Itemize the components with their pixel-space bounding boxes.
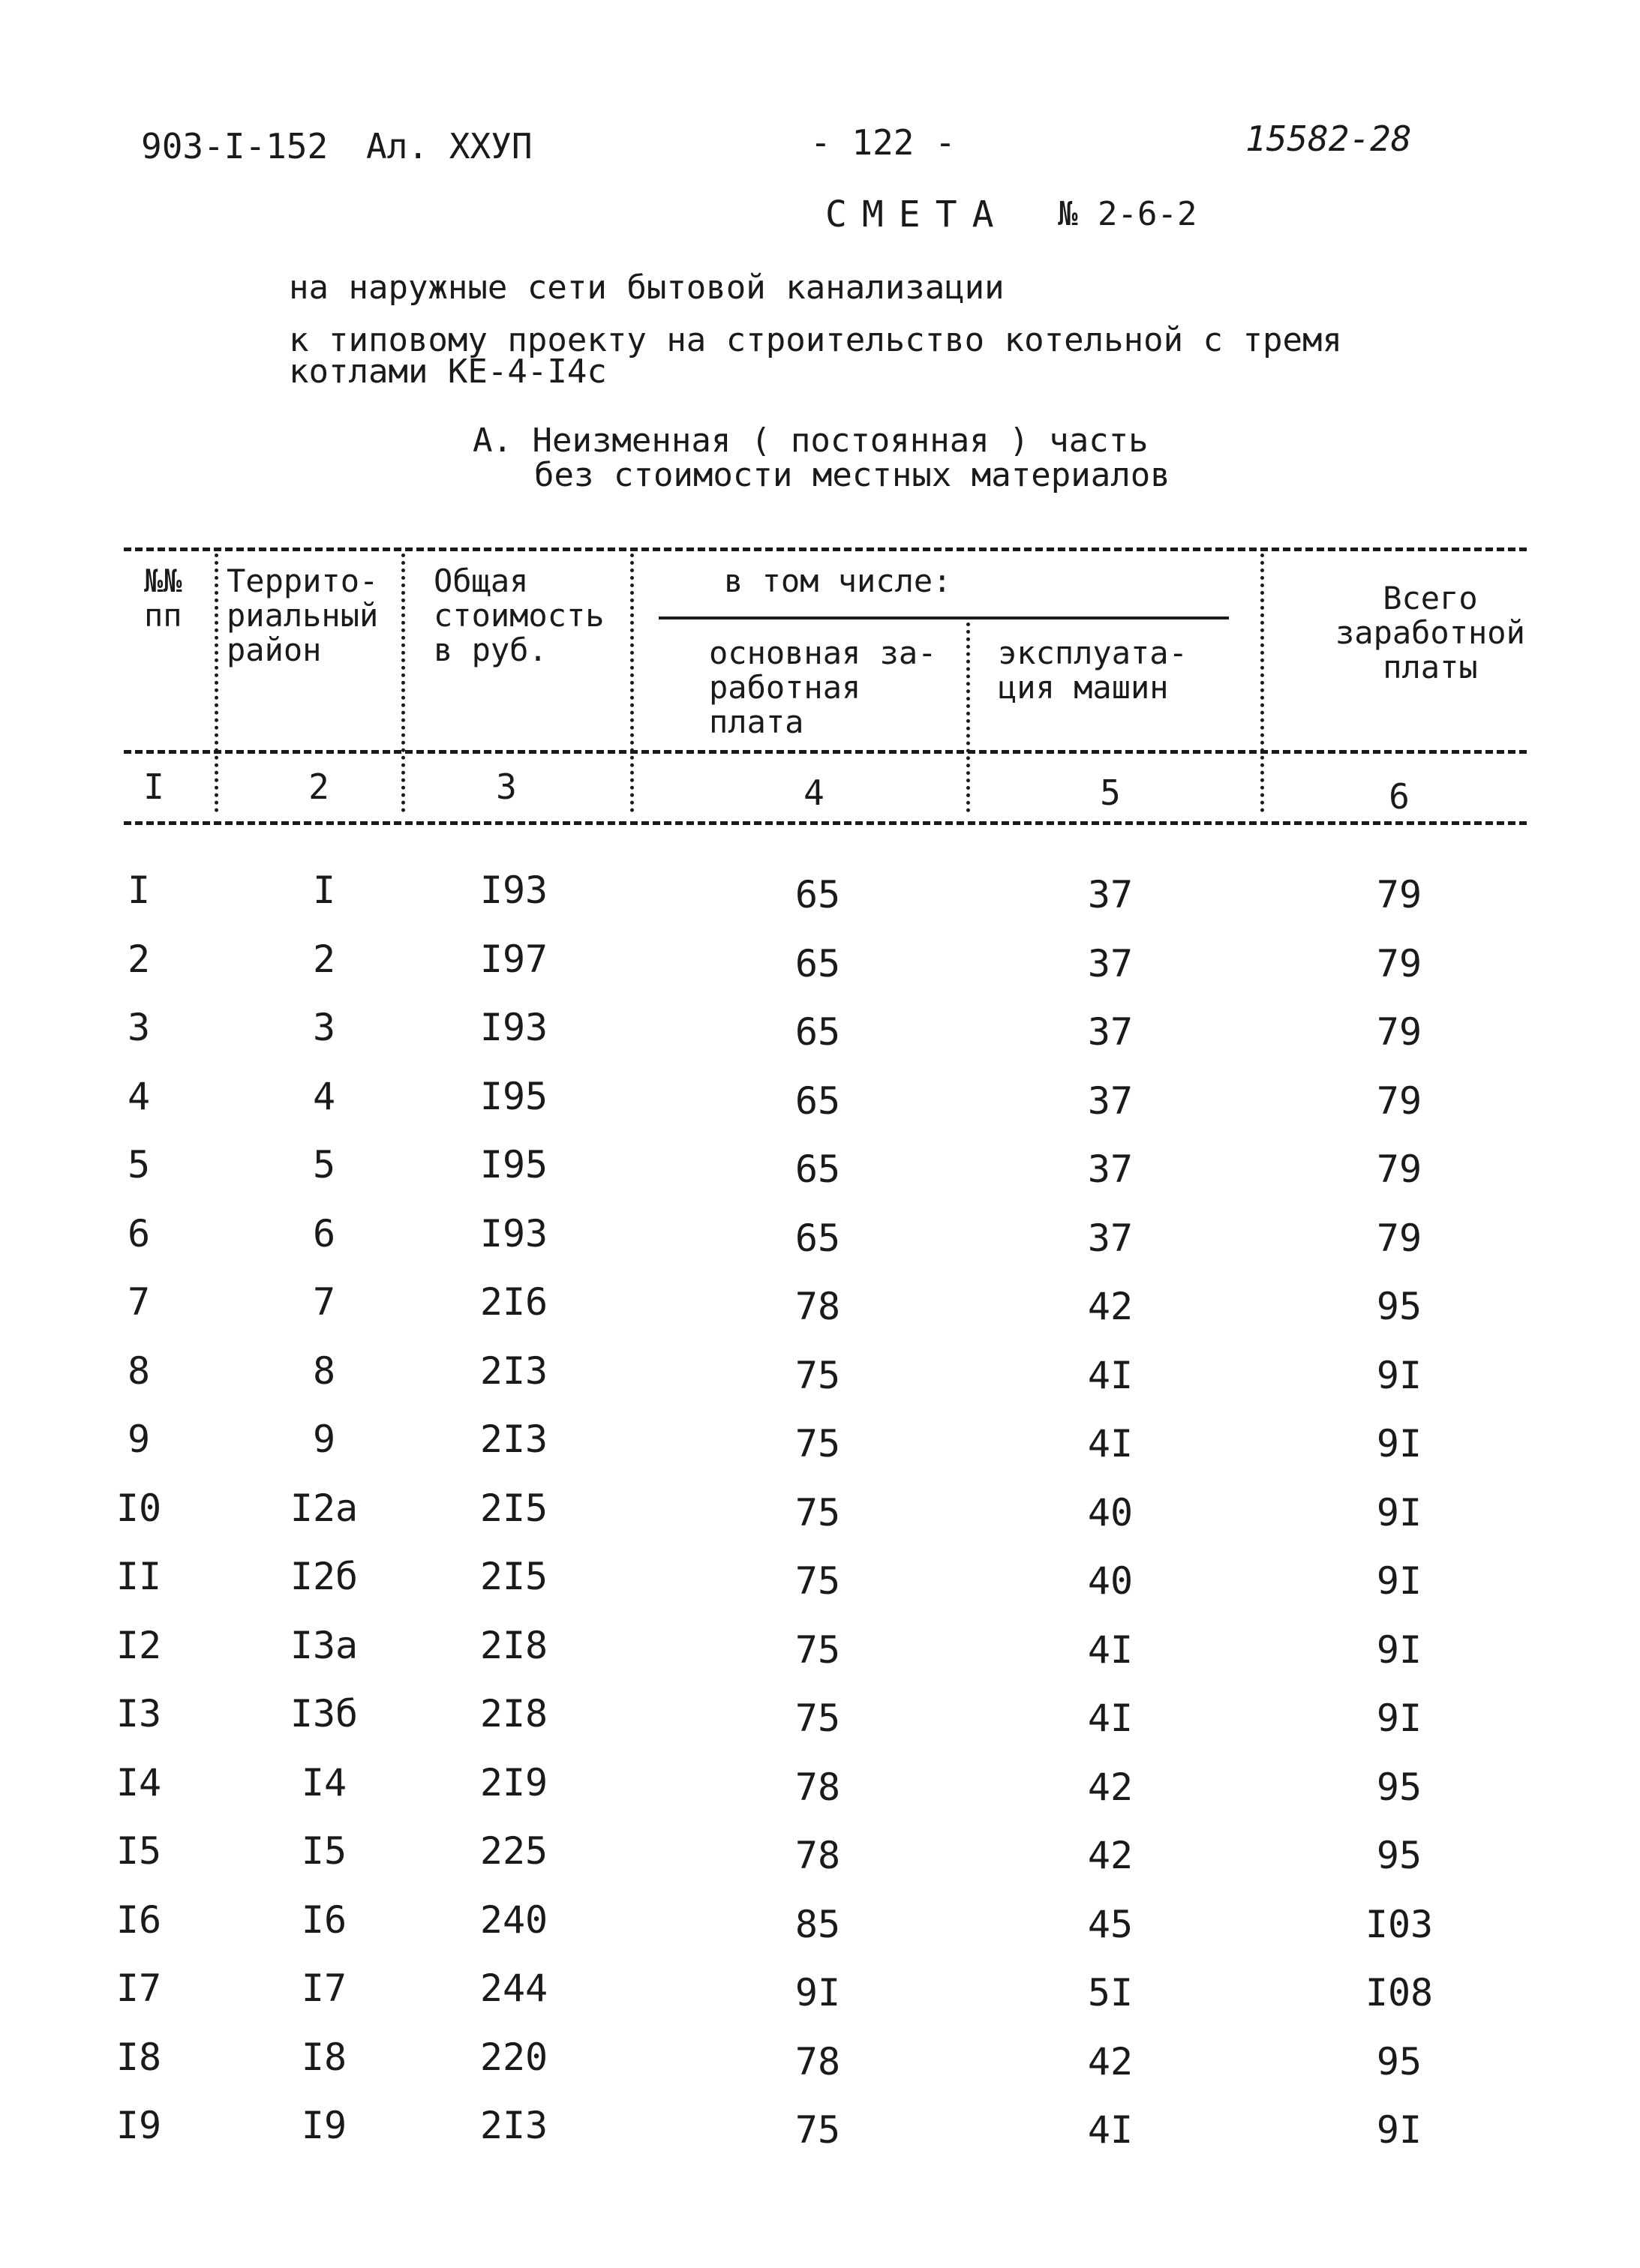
table-cell: I6 xyxy=(116,1898,162,1942)
table-cell: 9I xyxy=(1376,1422,1422,1466)
table-cell: 40 xyxy=(1087,1559,1134,1603)
table-cell: I3б xyxy=(290,1692,359,1736)
table-cell: 220 xyxy=(479,2036,548,2079)
table-cell: 2 xyxy=(127,938,151,981)
column-number: 5 xyxy=(1100,772,1121,813)
table-cell: 3 xyxy=(312,1006,336,1049)
table-cell: I3а xyxy=(290,1624,359,1667)
table-cell: 79 xyxy=(1376,1216,1422,1260)
table-cell: 95 xyxy=(1376,1834,1422,1877)
doc-code: 903-I-152 xyxy=(141,126,329,166)
table-cell: 65 xyxy=(794,873,841,916)
table-cell: 37 xyxy=(1087,942,1134,986)
table-cell: 7 xyxy=(312,1280,336,1324)
table-cell: I5 xyxy=(301,1829,347,1873)
table-cell: 4I xyxy=(1087,1696,1134,1740)
table-cell: 65 xyxy=(794,942,841,986)
table-cell: I9 xyxy=(116,2104,162,2147)
table-cell: I2 xyxy=(116,1624,162,1667)
table-cell: 65 xyxy=(794,1148,841,1191)
section-line-2: без стоимости местных материалов xyxy=(534,456,1170,494)
table-cell: 4 xyxy=(127,1075,151,1118)
table-cell: 79 xyxy=(1376,1148,1422,1191)
table-cell: I3 xyxy=(116,1692,162,1736)
table-cell: I xyxy=(127,868,151,912)
table-cell: I8 xyxy=(116,2036,162,2079)
table-cell: 5 xyxy=(312,1143,336,1186)
table-cell: 65 xyxy=(794,1079,841,1123)
column-divider xyxy=(966,622,970,812)
table-cell: 79 xyxy=(1376,873,1422,916)
table-cell: I xyxy=(312,868,336,912)
table-cell: 5I xyxy=(1087,1971,1134,2014)
table-cell: 9I xyxy=(1376,2108,1422,2152)
table-cell: 4 xyxy=(312,1075,336,1118)
estimate-title: СМЕТА xyxy=(825,194,1009,236)
column-number: 4 xyxy=(803,772,825,813)
title-line-1: на наружные сети бытовой канализации xyxy=(289,268,1005,307)
table-cell: I4 xyxy=(301,1761,347,1804)
table-cell: II xyxy=(116,1555,162,1598)
col-header-base-wage: основная за- работная плата xyxy=(709,634,937,740)
table-cell: 75 xyxy=(794,1696,841,1740)
title-line-2: к типовому проекту на строительство котельной с тремя xyxy=(289,321,1342,359)
table-cell: 75 xyxy=(794,1422,841,1466)
table-cell: 2I8 xyxy=(479,1692,548,1736)
table-cell: 3 xyxy=(127,1006,151,1049)
table-cell: 5 xyxy=(127,1143,151,1186)
table-cell: 75 xyxy=(794,1491,841,1534)
table-cell: 2 xyxy=(312,938,336,981)
table-cell: 2I3 xyxy=(479,1418,548,1461)
table-cell: 2I8 xyxy=(479,1624,548,1667)
table-cell: 79 xyxy=(1376,1010,1422,1054)
table-cell: I0 xyxy=(116,1486,162,1530)
table-cell: 42 xyxy=(1087,1285,1134,1328)
table-cell: 6 xyxy=(312,1212,336,1256)
table-cell: 37 xyxy=(1087,873,1134,916)
table-cell: 8 xyxy=(127,1349,151,1393)
table-cell: 244 xyxy=(479,1966,548,2010)
table-cell: 9I xyxy=(1376,1559,1422,1603)
table-cell: 9I xyxy=(1376,1491,1422,1534)
table-cell: 75 xyxy=(794,1354,841,1397)
table-cell: 2I5 xyxy=(479,1555,548,1598)
table-cell: 7 xyxy=(127,1280,151,1324)
table-cell: 9I xyxy=(1376,1628,1422,1672)
table-top-rule xyxy=(124,548,1527,551)
table-cell: 2I6 xyxy=(479,1280,548,1324)
column-number: 6 xyxy=(1389,776,1410,817)
table-cell: I9 xyxy=(301,2104,347,2147)
table-cell: 37 xyxy=(1087,1216,1134,1260)
table-cell: 78 xyxy=(794,1766,841,1809)
table-cell: 6 xyxy=(127,1212,151,1256)
header-bottom-rule xyxy=(124,750,1527,754)
table-cell: 2I9 xyxy=(479,1761,548,1804)
table-cell: 4I xyxy=(1087,2108,1134,2152)
page-number: - 122 - xyxy=(810,122,956,163)
table-cell: 45 xyxy=(1087,1903,1134,1946)
table-cell: 37 xyxy=(1087,1010,1134,1054)
title-line-3: котлами КЕ-4-I4с xyxy=(289,352,607,391)
column-number: 3 xyxy=(496,766,517,807)
table-cell: 65 xyxy=(794,1216,841,1260)
table-cell: I03 xyxy=(1365,1903,1434,1946)
table-cell: I6 xyxy=(301,1898,347,1942)
table-cell: 4I xyxy=(1087,1628,1134,1672)
table-cell: 78 xyxy=(794,1285,841,1328)
table-cell: 9I xyxy=(794,1971,841,2014)
column-number: 2 xyxy=(308,766,329,807)
table-cell: 9 xyxy=(312,1418,336,1461)
table-cell: 4I xyxy=(1087,1422,1134,1466)
section-line-1: А. Неизменная ( постоянная ) часть xyxy=(473,422,1149,460)
table-cell: 95 xyxy=(1376,1766,1422,1809)
table-cell: I97 xyxy=(479,938,548,981)
table-cell: 95 xyxy=(1376,1285,1422,1328)
column-divider xyxy=(401,554,405,812)
table-cell: 75 xyxy=(794,1559,841,1603)
table-cell: 240 xyxy=(479,1898,548,1942)
group-header-rule xyxy=(659,616,1229,620)
estimate-number: № 2-6-2 xyxy=(1058,195,1197,233)
table-cell: 2I3 xyxy=(479,2104,548,2147)
col-header-number: №№ пп xyxy=(144,562,182,634)
table-cell: I93 xyxy=(479,868,548,912)
table-cell: 75 xyxy=(794,1628,841,1672)
col-header-region: Террито- риальный район xyxy=(227,562,379,668)
table-cell: 37 xyxy=(1087,1148,1134,1191)
table-cell: 42 xyxy=(1087,1766,1134,1809)
table-cell: 9I xyxy=(1376,1696,1422,1740)
table-cell: 78 xyxy=(794,1834,841,1877)
table-cell: 78 xyxy=(794,2040,841,2084)
table-cell: I7 xyxy=(301,1966,347,2010)
col-header-including: в том числе: xyxy=(724,562,952,599)
column-number: I xyxy=(143,766,164,807)
table-cell: I2а xyxy=(290,1486,359,1530)
table-cell: 9I xyxy=(1376,1354,1422,1397)
table-cell: 37 xyxy=(1087,1079,1134,1123)
table-cell: 85 xyxy=(794,1903,841,1946)
album-label: Ал. XXУП xyxy=(366,126,533,166)
col-header-total-cost: Общая стоимость в руб. xyxy=(434,562,605,668)
table-cell: 95 xyxy=(1376,2040,1422,2084)
table-cell: I95 xyxy=(479,1143,548,1186)
table-cell: I5 xyxy=(116,1829,162,1873)
table-cell: 42 xyxy=(1087,1834,1134,1877)
column-divider xyxy=(1260,554,1264,812)
doc-number: 15582-28 xyxy=(1245,118,1412,159)
table-cell: I95 xyxy=(479,1075,548,1118)
table-cell: 65 xyxy=(794,1010,841,1054)
col-header-total-wage: Всего заработной платы xyxy=(1335,580,1525,686)
table-cell: I93 xyxy=(479,1006,548,1049)
col-header-machine-operation: эксплуата- ция машин xyxy=(998,634,1188,706)
table-cell: 75 xyxy=(794,2108,841,2152)
table-cell: I2б xyxy=(290,1555,359,1598)
table-cell: 79 xyxy=(1376,942,1422,986)
table-cell: I7 xyxy=(116,1966,162,2010)
table-cell: 42 xyxy=(1087,2040,1134,2084)
column-numbers-rule xyxy=(124,821,1527,825)
table-cell: 79 xyxy=(1376,1079,1422,1123)
table-cell: I93 xyxy=(479,1212,548,1256)
table-cell: 9 xyxy=(127,1418,151,1461)
table-cell: 4I xyxy=(1087,1354,1134,1397)
table-cell: 225 xyxy=(479,1829,548,1873)
column-divider xyxy=(630,554,634,812)
table-cell: 8 xyxy=(312,1349,336,1393)
table-cell: I8 xyxy=(301,2036,347,2079)
table-cell: I08 xyxy=(1365,1971,1434,2014)
table-cell: 2I3 xyxy=(479,1349,548,1393)
table-cell: 2I5 xyxy=(479,1486,548,1530)
table-cell: 40 xyxy=(1087,1491,1134,1534)
table-cell: I4 xyxy=(116,1761,162,1804)
